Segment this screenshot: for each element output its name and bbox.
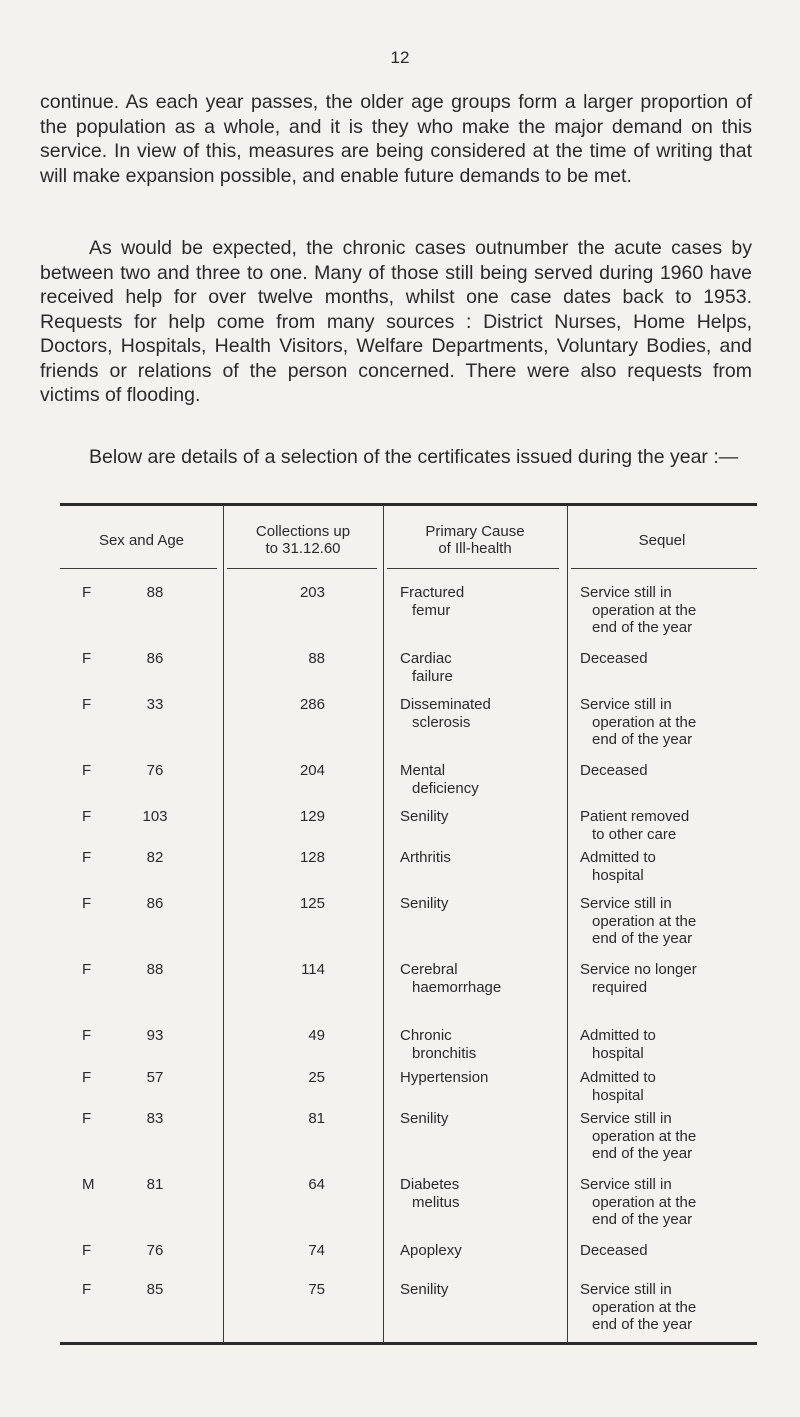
cause-line: Senility bbox=[400, 808, 449, 825]
sequel-line: operation at the bbox=[592, 1298, 697, 1316]
sequel-line: hospital bbox=[592, 1086, 644, 1104]
cause-line: Senility bbox=[400, 1281, 449, 1298]
cell-primary-cause bbox=[400, 849, 560, 867]
cell-collections: 25 bbox=[308, 1069, 325, 1086]
sequel-line: hospital bbox=[592, 866, 644, 884]
cell-primary-cause bbox=[400, 895, 560, 913]
cell-sex: F bbox=[82, 1027, 92, 1044]
header-rule bbox=[227, 568, 377, 569]
sequel-line: end of the year bbox=[592, 1145, 693, 1162]
cause-line: Cardiac bbox=[400, 650, 452, 667]
cell-collections: 81 bbox=[308, 1110, 325, 1127]
sequel-line: Deceased bbox=[580, 1242, 648, 1259]
sequel-line: to other care bbox=[592, 825, 677, 843]
cell-age: 86 bbox=[146, 650, 164, 667]
cell-sequel bbox=[580, 1176, 750, 1229]
cell-age: 86 bbox=[146, 895, 164, 912]
cell-collections: 204 bbox=[299, 762, 325, 779]
cause-line: bronchitis bbox=[412, 1044, 477, 1062]
cell-sequel bbox=[580, 1027, 750, 1062]
cell-sequel bbox=[580, 961, 750, 996]
header-sequel bbox=[567, 516, 757, 564]
sequel-line: Service still in bbox=[580, 1176, 672, 1193]
header-sequel-label: Sequel bbox=[638, 531, 686, 549]
sequel-line: Service still in bbox=[580, 895, 672, 912]
cell-age: 83 bbox=[146, 1110, 164, 1127]
cause-line: Arthritis bbox=[400, 849, 451, 866]
cell-collections: 286 bbox=[299, 696, 325, 713]
cell-sequel bbox=[580, 696, 750, 749]
cell-primary-cause bbox=[400, 1110, 560, 1128]
cause-line: failure bbox=[412, 667, 453, 685]
cell-age: 76 bbox=[146, 762, 164, 779]
sequel-line: Admitted to bbox=[580, 849, 656, 866]
header-primary-cause bbox=[383, 516, 567, 564]
cell-age: 81 bbox=[146, 1176, 164, 1193]
cell-sex: M bbox=[82, 1176, 95, 1193]
cell-age: 103 bbox=[142, 808, 168, 825]
sequel-line: Admitted to bbox=[580, 1069, 656, 1086]
header-collections-line2: to 31.12.60 bbox=[265, 540, 341, 557]
cell-sequel bbox=[580, 1069, 750, 1104]
cell-collections: 129 bbox=[299, 808, 325, 825]
cell-age: 88 bbox=[146, 961, 164, 978]
cell-sequel bbox=[580, 1281, 750, 1334]
cell-sex: F bbox=[82, 895, 92, 912]
sequel-line: Deceased bbox=[580, 650, 648, 667]
cell-sequel bbox=[580, 808, 750, 843]
header-sex-age-label: Sex and Age bbox=[98, 531, 185, 549]
cell-collections: 49 bbox=[308, 1027, 325, 1044]
cell-sex: F bbox=[82, 584, 92, 601]
header-cause-line2: of Ill-health bbox=[438, 540, 512, 557]
cell-primary-cause bbox=[400, 762, 560, 797]
cause-line: Senility bbox=[400, 1110, 449, 1127]
cell-collections: 203 bbox=[299, 584, 325, 601]
cell-collections: 75 bbox=[308, 1281, 325, 1298]
cell-collections: 128 bbox=[299, 849, 325, 866]
cell-collections: 74 bbox=[308, 1242, 325, 1259]
cell-sex: F bbox=[82, 961, 92, 978]
sequel-line: Service no longer bbox=[580, 961, 697, 978]
cell-sex: F bbox=[82, 1281, 92, 1298]
cell-sequel bbox=[580, 650, 750, 668]
sequel-line: operation at the bbox=[592, 1127, 697, 1145]
cell-age: 76 bbox=[146, 1242, 164, 1259]
cell-sex: F bbox=[82, 1110, 92, 1127]
cell-primary-cause bbox=[400, 1281, 560, 1299]
cell-primary-cause bbox=[400, 1069, 560, 1087]
certificates-table bbox=[60, 503, 757, 1345]
cell-sex: F bbox=[82, 1242, 92, 1259]
column-divider bbox=[567, 506, 568, 1342]
cause-line: deficiency bbox=[412, 779, 479, 797]
cell-sex: F bbox=[82, 808, 92, 825]
cell-age: 93 bbox=[146, 1027, 164, 1044]
sequel-line: hospital bbox=[592, 1044, 644, 1062]
cell-sex: F bbox=[82, 1069, 92, 1086]
sequel-line: end of the year bbox=[592, 1211, 693, 1228]
cell-primary-cause bbox=[400, 961, 560, 996]
cell-sequel bbox=[580, 849, 750, 884]
column-divider bbox=[383, 506, 384, 1342]
header-rule bbox=[571, 568, 757, 569]
sequel-line: Service still in bbox=[580, 1281, 672, 1298]
cell-sequel bbox=[580, 895, 750, 948]
page-number: 12 bbox=[390, 48, 410, 67]
cell-sequel bbox=[580, 762, 750, 780]
cell-sequel bbox=[580, 1242, 750, 1260]
cause-line: Fractured bbox=[400, 584, 465, 601]
sequel-line: end of the year bbox=[592, 731, 693, 748]
cell-primary-cause bbox=[400, 696, 560, 731]
sequel-line: Service still in bbox=[580, 584, 672, 601]
body-paragraph-1: continue. As each year passes, the older age groups form a larger proportion of the population as a whole, and it is they who make the major demand on this service. In view of this, measures are being considered at the time of writing that will make expansion possible, and enable future demands to be met. bbox=[40, 91, 752, 187]
sequel-line: operation at the bbox=[592, 912, 697, 930]
cell-primary-cause bbox=[400, 584, 560, 619]
cell-age: 57 bbox=[146, 1069, 164, 1086]
cause-line: Chronic bbox=[400, 1027, 452, 1044]
sequel-line: operation at the bbox=[592, 1193, 697, 1211]
sequel-line: Deceased bbox=[580, 762, 648, 779]
header-collections-line1: Collections up bbox=[255, 523, 351, 540]
sequel-line: Patient removed bbox=[580, 808, 690, 825]
cell-sex: F bbox=[82, 696, 92, 713]
cause-line: melitus bbox=[412, 1193, 460, 1211]
cell-primary-cause bbox=[400, 808, 560, 826]
cell-collections: 64 bbox=[308, 1176, 325, 1193]
body-paragraph-3: Below are details of a selection of the certificates issued during the year :— bbox=[89, 446, 739, 468]
cell-sequel bbox=[580, 1110, 750, 1163]
cell-sex: F bbox=[82, 849, 92, 866]
sequel-line: end of the year bbox=[592, 619, 693, 636]
column-divider bbox=[223, 506, 224, 1342]
header-rule bbox=[60, 568, 217, 569]
sequel-line: Service still in bbox=[580, 1110, 672, 1127]
header-sex-age bbox=[60, 516, 223, 564]
sequel-line: end of the year bbox=[592, 930, 693, 947]
cell-sequel bbox=[580, 584, 750, 637]
header-rule bbox=[387, 568, 559, 569]
cell-collections: 125 bbox=[299, 895, 325, 912]
body-paragraph-2: As would be expected, the chronic cases outnumber the acute cases by between two and three to one. Many of those still being served during 1960 have received help for over twelve months, whilst one case dates back to 1953. Requests for help come from many sources : District Nurses, Home Helps, Doctors, Hospitals, Health Visitors, Welfare Departments, Voluntary Bodies, and friends or relations of the person concerned. There were also requests from victims of flooding. bbox=[40, 237, 752, 406]
cell-age: 33 bbox=[146, 696, 164, 713]
cause-line: Diabetes bbox=[400, 1176, 460, 1193]
cause-line: Mental bbox=[400, 762, 446, 779]
cell-primary-cause bbox=[400, 1027, 560, 1062]
sequel-line: required bbox=[592, 978, 648, 996]
cell-age: 88 bbox=[146, 584, 164, 601]
cell-collections: 114 bbox=[301, 961, 325, 978]
sequel-line: end of the year bbox=[592, 1316, 693, 1333]
cell-primary-cause bbox=[400, 1242, 560, 1260]
cell-sex: F bbox=[82, 762, 92, 779]
sequel-line: operation at the bbox=[592, 713, 697, 731]
cell-primary-cause bbox=[400, 1176, 560, 1211]
cell-collections: 88 bbox=[308, 650, 325, 667]
cause-line: femur bbox=[412, 601, 451, 619]
cell-primary-cause bbox=[400, 650, 560, 685]
cell-sex: F bbox=[82, 650, 92, 667]
cell-age: 82 bbox=[146, 849, 164, 866]
header-collections bbox=[223, 516, 383, 564]
sequel-line: Admitted to bbox=[580, 1027, 656, 1044]
cause-line: haemorrhage bbox=[412, 978, 502, 996]
cause-line: sclerosis bbox=[412, 713, 471, 731]
cell-age: 85 bbox=[146, 1281, 164, 1298]
header-cause-line1: Primary Cause bbox=[425, 523, 525, 540]
cause-line: Hypertension bbox=[400, 1069, 489, 1086]
cause-line: Senility bbox=[400, 895, 449, 912]
cause-line: Cerebral bbox=[400, 961, 458, 978]
sequel-line: operation at the bbox=[592, 601, 697, 619]
cause-line: Apoplexy bbox=[400, 1242, 462, 1259]
sequel-line: Service still in bbox=[580, 696, 672, 713]
cause-line: Disseminated bbox=[400, 696, 491, 713]
